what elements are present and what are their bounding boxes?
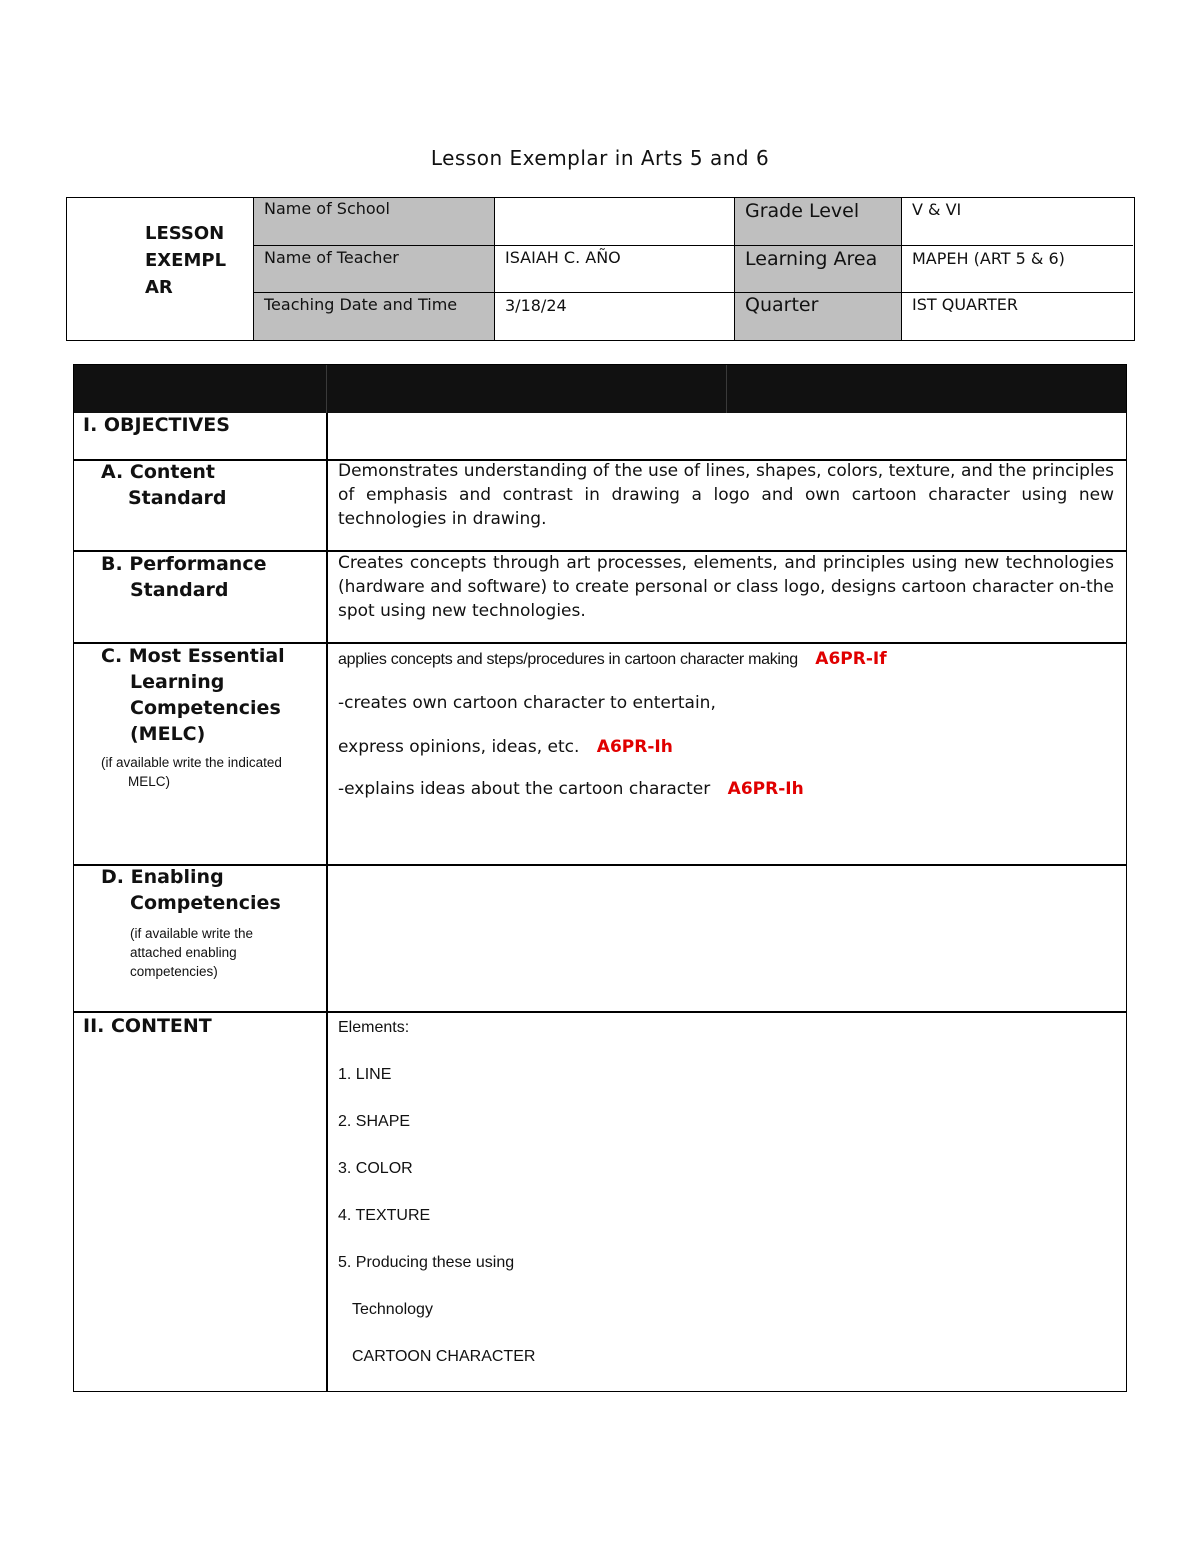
melc-label-line4: (MELC) — [130, 723, 206, 745]
melc-line4: -explains ideas about the cartoon character — [338, 779, 711, 799]
performance-standard-label-line1: B. Performance — [101, 553, 267, 575]
lesson-exemplar-label: LESSON EXEMPL AR — [145, 223, 227, 298]
melc-label-line1: C. Most Essential — [101, 645, 285, 667]
enabling-note-line3: competencies) — [130, 964, 218, 979]
learning-area-label: Learning Area — [735, 246, 902, 293]
melc-line3: express opinions, ideas, etc. — [338, 737, 580, 757]
enabling-competencies-label — [74, 864, 326, 981]
content-item: 3. COLOR — [338, 1160, 413, 1177]
school-name-label: Name of School — [254, 198, 495, 246]
performance-standard-text: Creates concepts through art processes, elements, and principles using new technologies (hardware and software) to create personal or class logo, designs cartoon character on-the spot using new technologies. — [338, 553, 1114, 621]
document-title: Lesson Exemplar in Arts 5 and 6 — [430, 146, 770, 170]
content-standard-label-line1: A. Content — [101, 461, 215, 483]
melc-code3: A6PR-Ih — [596, 737, 673, 757]
melc-label-line2: Learning — [130, 671, 225, 693]
content-standard-label-line2: Standard — [128, 487, 227, 509]
melc-note-line1: (if available write the indicated — [101, 755, 282, 770]
quarter-label: Quarter — [735, 293, 902, 340]
teaching-date-label: Teaching Date and Time — [254, 293, 495, 340]
grade-level-label: Grade Level — [735, 198, 902, 246]
learning-area-value: MAPEH (ART 5 & 6) — [902, 246, 1133, 293]
table-header-bar — [74, 365, 1126, 413]
grade-level-value: V & VI — [902, 198, 1133, 246]
melc-code1: A6PR-If — [815, 649, 887, 669]
melc-note-line2: MELC) — [128, 774, 171, 789]
enabling-label-line1: D. Enabling — [101, 866, 224, 888]
performance-standard-label — [74, 551, 326, 603]
content-heading: Elements: — [338, 1019, 410, 1036]
quarter-value: IST QUARTER — [912, 295, 1018, 314]
melc-text — [338, 647, 1114, 801]
column-divider — [326, 413, 328, 1391]
content-elements-list — [338, 1016, 1114, 1369]
melc-line1: applies concepts and steps/procedures in cartoon character making — [338, 651, 798, 668]
enabling-note-line1: (if available write the — [130, 926, 254, 941]
teacher-name-label: Name of Teacher — [254, 246, 495, 293]
lesson-plan-table — [73, 364, 1127, 1392]
content-item: Technology — [352, 1301, 433, 1318]
enabling-label-line2: Competencies — [130, 892, 281, 914]
content-standard-label — [74, 459, 326, 511]
lesson-info-table — [66, 197, 1135, 341]
objectives-label: I. OBJECTIVES — [83, 414, 230, 436]
content-item: 2. SHAPE — [338, 1113, 411, 1130]
content-item: 4. TEXTURE — [338, 1207, 431, 1224]
lesson-exemplar-label-cell — [67, 198, 254, 340]
content-item: 1. LINE — [338, 1066, 392, 1083]
melc-code4: A6PR-Ih — [727, 779, 804, 799]
teaching-date-value: 3/18/24 — [495, 293, 735, 340]
content-item: 5. Producing these using — [338, 1254, 515, 1271]
teacher-name-value: ISAIAH C. AÑO — [495, 246, 735, 293]
melc-label — [74, 643, 326, 791]
content-item: CARTOON CHARACTER — [352, 1348, 536, 1365]
school-name-value — [495, 198, 735, 246]
melc-line2: -creates own cartoon character to entertain, — [338, 693, 716, 713]
performance-standard-label-line2: Standard — [130, 579, 229, 601]
enabling-note-line2: attached enabling — [130, 945, 237, 960]
content-section-label: II. CONTENT — [83, 1015, 212, 1037]
melc-label-line3: Competencies — [130, 697, 281, 719]
content-standard-text: Demonstrates understanding of the use of lines, shapes, colors, texture, and the principles of emphasis and contrast in drawing a logo and own cartoon character using new technologies in drawing. — [338, 461, 1114, 529]
